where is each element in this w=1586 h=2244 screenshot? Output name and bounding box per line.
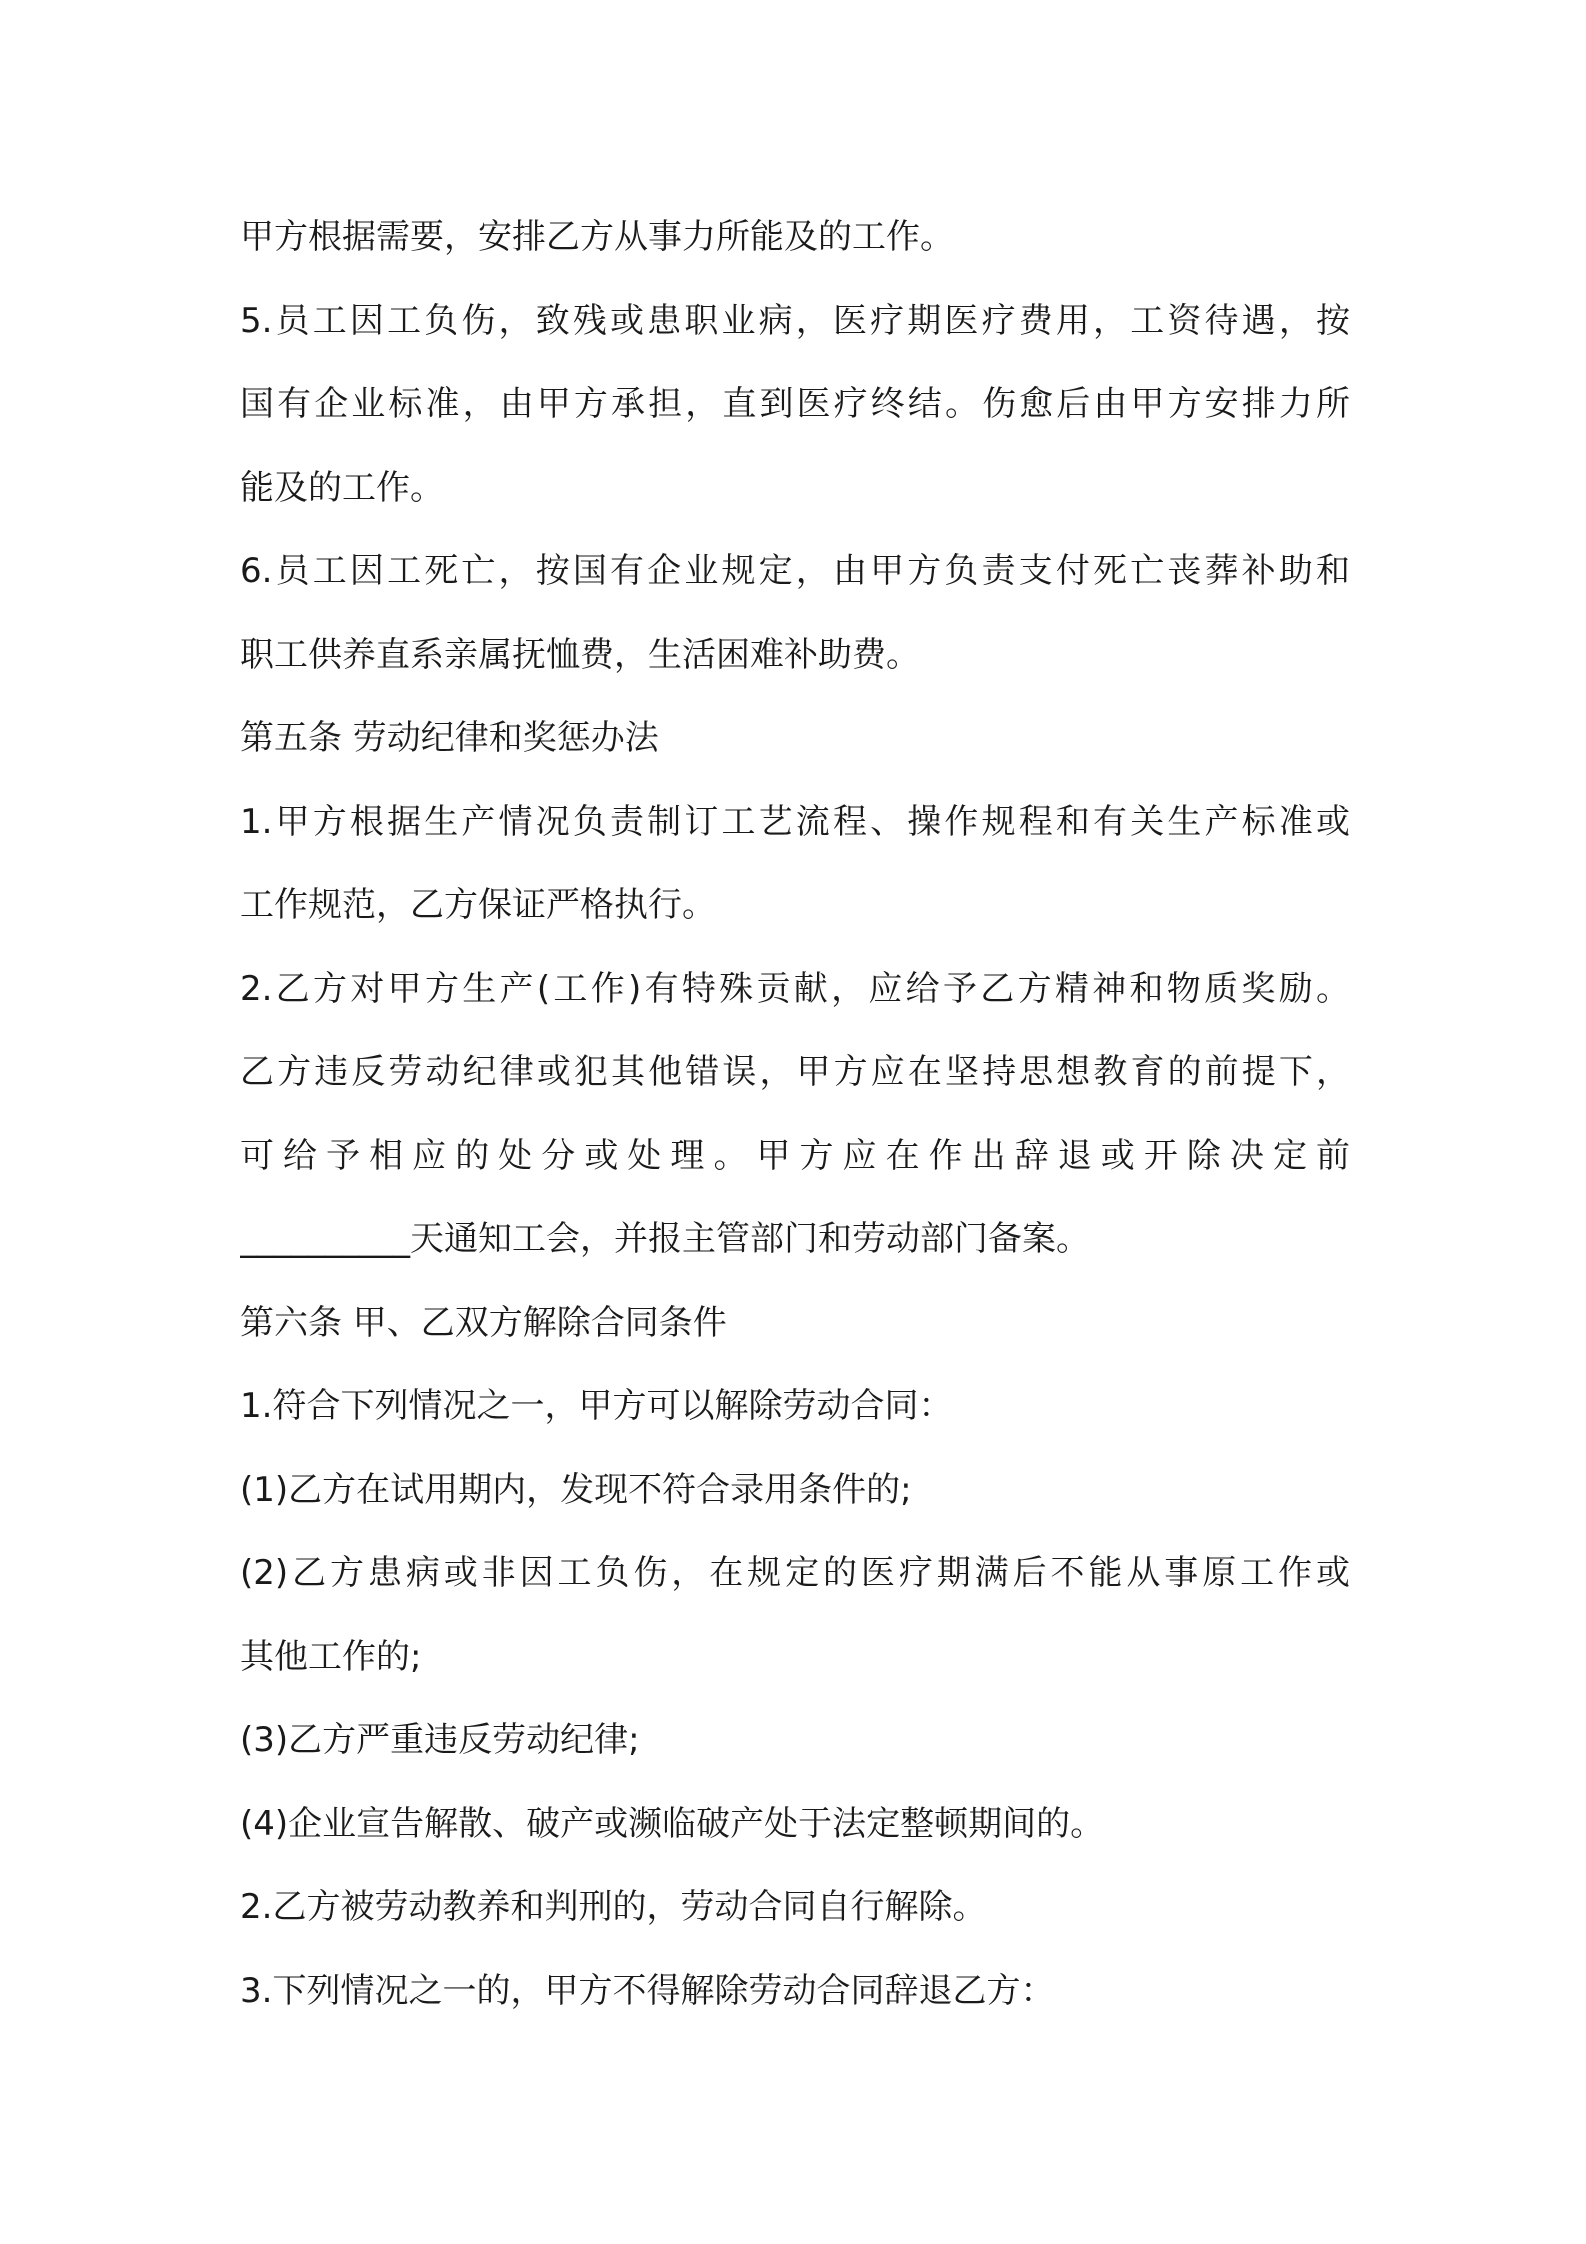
text-line: (3)乙方严重违反劳动纪律; xyxy=(240,1720,640,1760)
text-line: 国有企业标准，由甲方承担，直到医疗终结。伤愈后由甲方安排力所 xyxy=(240,384,1350,424)
text-line: 乙方违反劳动纪律或犯其他错误，甲方应在坚持思想教育的前提下， xyxy=(240,1052,1350,1092)
text-line: __________天通知工会，并报主管部门和劳动部门备案。 xyxy=(240,1219,1090,1259)
text-line: 能及的工作。 xyxy=(240,467,444,508)
text-line: (4)企业宣告解散、破产或濒临破产处于法定整顿期间的。 xyxy=(240,1803,1105,1844)
document-body xyxy=(240,196,1350,2033)
section-heading: 第五条 劳动纪律和奖惩办法 xyxy=(240,718,659,758)
text-line: 2.乙方被劳动教养和判刑的，劳动合同自行解除。 xyxy=(240,1887,987,1927)
text-line: (2)乙方患病或非因工负伤，在规定的医疗期满后不能从事原工作或 xyxy=(240,1553,1350,1593)
text-line: 甲方根据需要，安排乙方从事力所能及的工作。 xyxy=(240,217,954,257)
text-line: 其他工作的; xyxy=(240,1636,422,1677)
text-line: 可给予相应的处分或处理。甲方应在作出辞退或开除决定前 xyxy=(240,1135,1350,1176)
text-line: (1)乙方在试用期内，发现不符合录用条件的; xyxy=(240,1469,912,1510)
text-line: 职工供养直系亲属抚恤费，生活困难补助费。 xyxy=(240,634,920,675)
text-line: 2.乙方对甲方生产(工作)有特殊贡献，应给予乙方精神和物质奖励。 xyxy=(240,968,1350,1009)
text-line: 1.符合下列情况之一，甲方可以解除劳动合同： xyxy=(240,1386,953,1426)
text-line: 1.甲方根据生产情况负责制订工艺流程、操作规程和有关生产标准或 xyxy=(240,801,1350,842)
text-line: 6.员工因工死亡，按国有企业规定，由甲方负责支付死亡丧葬补助和 xyxy=(240,551,1350,591)
text-line: 5.员工因工负伤，致残或患职业病，医疗期医疗费用，工资待遇，按 xyxy=(240,300,1350,341)
section-heading: 第六条 甲、乙双方解除合同条件 xyxy=(240,1302,727,1343)
text-line: 工作规范，乙方保证严格执行。 xyxy=(240,885,716,925)
text-line: 3.下列情况之一的，甲方不得解除劳动合同辞退乙方： xyxy=(240,1970,1055,2011)
